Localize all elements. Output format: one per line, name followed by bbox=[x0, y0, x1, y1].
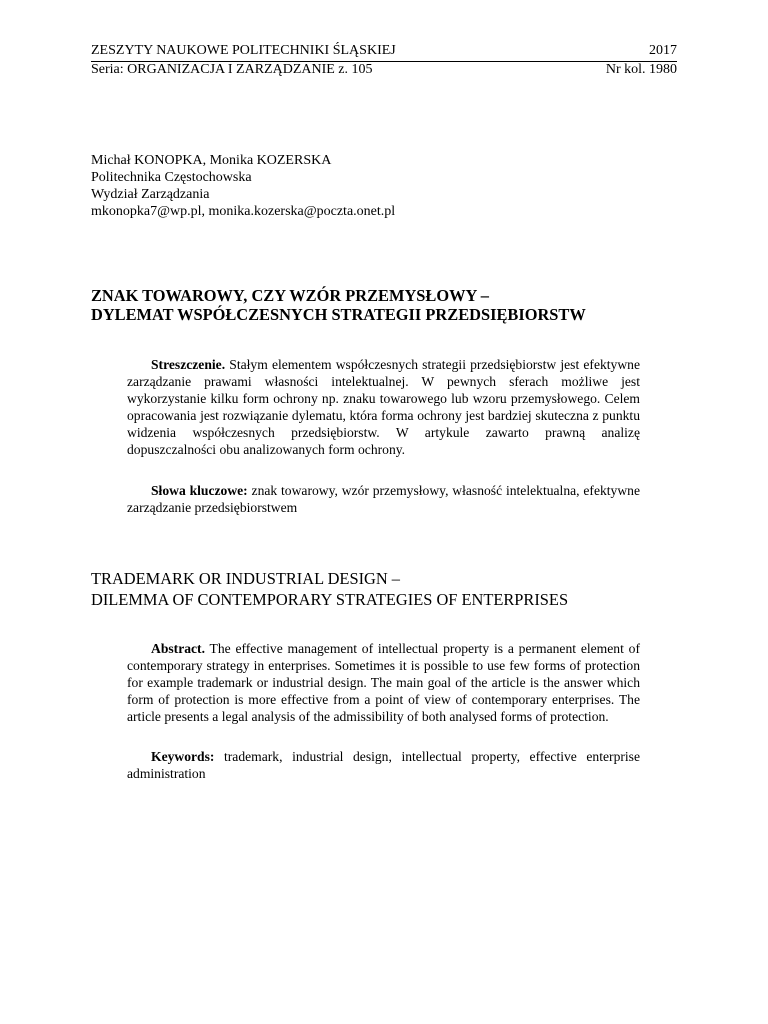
journal-name: ZESZYTY NAUKOWE POLITECHNIKI ŚLĄSKIEJ bbox=[91, 43, 396, 58]
keywords-polish bbox=[127, 482, 640, 516]
keywords-english-text: trademark, industrial design, intellectual property, effective enterprise administration bbox=[127, 749, 640, 781]
abstract-english bbox=[127, 640, 640, 725]
running-header bbox=[91, 43, 677, 59]
title-english-line2: DILEMMA OF CONTEMPORARY STRATEGIES OF ENTERPRISES bbox=[91, 590, 569, 609]
issue-number: Nr kol. 1980 bbox=[605, 62, 677, 77]
author-names: Michał KONOPKA, Monika KOZERSKA bbox=[91, 153, 332, 168]
author-department: Wydział Zarządzania bbox=[91, 187, 210, 202]
keywords-polish-text: znak towarowy, wzór przemysłowy, własność intelektualna, efektywne zarządzanie przedsiębiorstwem bbox=[127, 483, 640, 515]
author-emails: mkonopka7@wp.pl, monika.kozerska@poczta.onet.pl bbox=[91, 204, 396, 219]
abstract-polish-label: Streszczenie. bbox=[151, 357, 226, 372]
keywords-english bbox=[127, 748, 640, 782]
title-english bbox=[91, 568, 677, 610]
series-header bbox=[91, 62, 677, 78]
journal-year: 2017 bbox=[649, 43, 677, 58]
title-polish-line2: DYLEMAT WSPÓŁCZESNYCH STRATEGII PRZEDSIĘBIORSTW bbox=[91, 305, 586, 324]
title-polish-line1: ZNAK TOWAROWY, CZY WZÓR PRZEMYSŁOWY – bbox=[91, 286, 489, 305]
keywords-english-label: Keywords: bbox=[151, 749, 215, 764]
title-polish bbox=[91, 286, 677, 324]
title-english-line1: TRADEMARK OR INDUSTRIAL DESIGN – bbox=[91, 569, 400, 588]
series-name: Seria: ORGANIZACJA I ZARZĄDZANIE z. 105 bbox=[91, 62, 373, 77]
abstract-polish-text: Stałym elementem współczesnych strategii przedsiębiorstw jest efektywne zarządzanie prawami własności intelektualnej. W pewnych sferach możliwe jest wykorzystanie kilku form ochrony np. znaku towarowego lub wzoru przemysłowego. Celem opracowania jest rozwiązanie dylematu, która forma ochrony jest bardziej skuteczna z punktu widzenia współczesnych przedsiębiorstw. W artykule zawarto prawną analizę dopuszczalności obu analizowanych form ochrony. bbox=[127, 357, 640, 457]
author-affiliation: Politechnika Częstochowska bbox=[91, 170, 252, 185]
keywords-polish-label: Słowa kluczowe: bbox=[151, 483, 248, 498]
author-block bbox=[91, 152, 395, 220]
abstract-english-label: Abstract. bbox=[151, 641, 205, 656]
abstract-english-text: The effective management of intellectual property is a permanent element of contemporary strategy in enterprises. Sometimes it is possible to use few forms of protection for example trademark or industrial design. The main goal of the article is the answer which form of protection is more effective from a point of view of contemporary enterprises. The article presents a legal analysis of the admissibility of both analysed forms of protection. bbox=[127, 641, 640, 724]
abstract-polish bbox=[127, 356, 640, 458]
